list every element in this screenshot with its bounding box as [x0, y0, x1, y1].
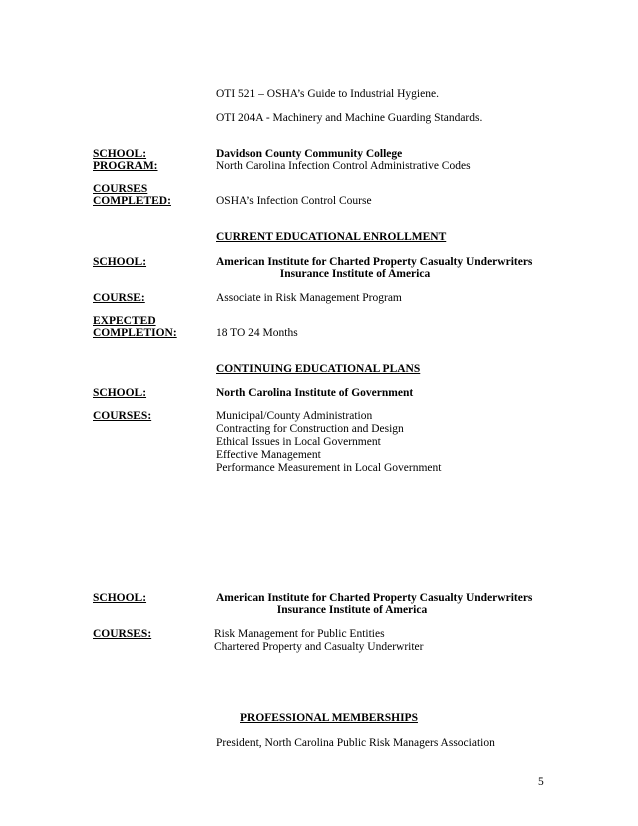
- oti-course-1: OTI 521 – OSHA’s Guide to Industrial Hygiene.: [216, 88, 439, 100]
- courses-label: COURSES:: [93, 628, 152, 640]
- expected-label-line1: EXPECTED: [93, 315, 156, 327]
- school-name-line2: Insurance Institute of America: [276, 604, 428, 616]
- planned-courses-list: [216, 410, 441, 475]
- program-name: North Carolina Infection Control Administrative Codes: [216, 160, 471, 172]
- list-item: Ethical Issues in Local Government: [216, 436, 381, 448]
- school-label: SCHOOL:: [93, 256, 147, 268]
- school-label: SCHOOL:: [93, 148, 147, 160]
- school-label: SCHOOL:: [93, 592, 147, 604]
- courses-label-line2: COMPLETED:: [93, 195, 171, 207]
- list-item: Risk Management for Public Entities: [214, 628, 385, 640]
- courses-label-line1: COURSES: [93, 183, 148, 195]
- school-name-line1: American Institute for Charted Property Casualty Underwriters: [216, 592, 533, 604]
- expected-label-line2: COMPLETION:: [93, 327, 177, 339]
- page-number: 5: [538, 776, 544, 788]
- list-item: Effective Management: [216, 449, 321, 461]
- list-item: Performance Measurement in Local Government: [216, 462, 442, 474]
- courses-label: COURSES:: [93, 410, 152, 422]
- section-heading-current-enrollment: CURRENT EDUCATIONAL ENROLLMENT: [216, 231, 447, 243]
- school-label: SCHOOL:: [93, 387, 147, 399]
- school-name: North Carolina Institute of Government: [216, 387, 414, 399]
- list-item: Municipal/County Administration: [216, 410, 373, 422]
- expected-completion: 18 TO 24 Months: [216, 327, 298, 339]
- aicpcu-courses-list: [214, 628, 424, 654]
- course-name: Associate in Risk Management Program: [216, 292, 402, 304]
- completed-course: OSHA’s Infection Control Course: [216, 195, 372, 207]
- list-item: Contracting for Construction and Design: [216, 423, 404, 435]
- school-name-line2: Insurance Institute of America: [279, 268, 431, 280]
- course-label: COURSE:: [93, 292, 145, 304]
- program-label: PROGRAM:: [93, 160, 158, 172]
- oti-course-2: OTI 204A - Machinery and Machine Guarding Standards.: [216, 112, 483, 124]
- membership-item: President, North Carolina Public Risk Managers Association: [216, 737, 495, 749]
- school-name-line1: American Institute for Charted Property Casualty Underwriters: [216, 256, 533, 268]
- list-item: Chartered Property and Casualty Underwriter: [214, 641, 424, 653]
- section-heading-continuing-plans: CONTINUING EDUCATIONAL PLANS: [216, 363, 421, 375]
- section-heading-memberships: PROFESSIONAL MEMBERSHIPS: [240, 712, 418, 724]
- school-name: Davidson County Community College: [216, 148, 403, 160]
